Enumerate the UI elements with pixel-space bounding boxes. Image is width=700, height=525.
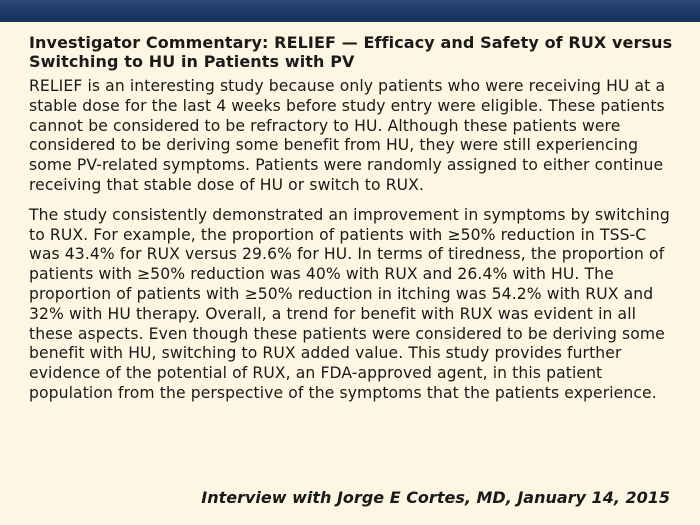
- interview-attribution: Interview with Jorge E Cortes, MD, January 14, 2015: [201, 488, 670, 507]
- header-bar: [0, 0, 700, 22]
- body-paragraph: RELIEF is an interesting study because only patients who were receiving HU at a stable dose for the last 4 weeks before study entry were eligible. These patients cannot be considered to be refractory to HU. Although these patients were considered to be deriving some benefit from HU, they were still experiencing some PV-related symptoms. Patients were randomly assigned to either continue receiving that stable dose of HU or switch to RUX.: [29, 77, 666, 194]
- commentary-content: [29, 33, 679, 404]
- body-paragraph: The study consistently demonstrated an improvement in symptoms by switching to RUX. For example, the proportion of patients with ≥50% reduction in TSS-C was 43.4% for RUX versus 29.6% for HU. In terms of tiredness, the proportion of patients with ≥50% reduction was 40% with RUX and 26.4% with HU. The proportion of patients with ≥50% reduction in itching was 54.2% with RUX and 32% with HU therapy. Overall, a trend for benefit with RUX was evident in all these aspects. Even though these patients were considered to be deriving some benefit with HU, switching to RUX added value. This study provides further evidence of the potential of RUX, an FDA-approved agent, in this patient population from the perspective of the symptoms that the patients experience.: [29, 205, 670, 402]
- page-title: Investigator Commentary: RELIEF — Efficacy and Safety of RUX versus Switching to HU in Patients with PV: [29, 33, 673, 71]
